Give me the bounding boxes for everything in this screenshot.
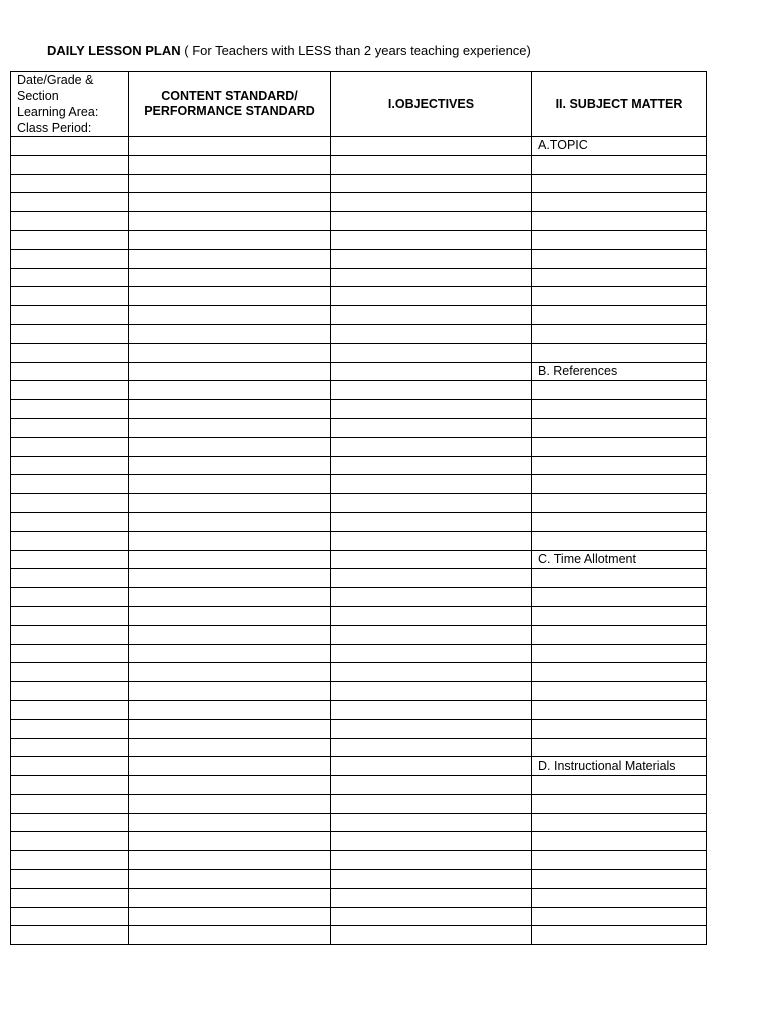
subject-matter-cell[interactable] <box>532 888 707 907</box>
content-standard-cell[interactable] <box>129 700 331 719</box>
content-standard-cell[interactable] <box>129 569 331 588</box>
objectives-cell[interactable] <box>331 174 532 193</box>
subject-matter-cell[interactable] <box>532 381 707 400</box>
objectives-cell[interactable] <box>331 193 532 212</box>
table-row <box>11 155 707 174</box>
date-grade-cell[interactable] <box>11 287 129 306</box>
table-row <box>11 870 707 889</box>
header-line-date-grade: Date/Grade & <box>17 73 94 87</box>
objectives-cell[interactable] <box>331 588 532 607</box>
table-row <box>11 794 707 813</box>
date-grade-cell[interactable] <box>11 625 129 644</box>
objectives-cell[interactable] <box>331 137 532 156</box>
table-row <box>11 625 707 644</box>
subject-matter-cell[interactable] <box>532 306 707 325</box>
subject-matter-cell[interactable] <box>532 569 707 588</box>
date-grade-cell[interactable] <box>11 926 129 945</box>
objectives-cell[interactable] <box>331 776 532 795</box>
table-row <box>11 700 707 719</box>
objectives-cell[interactable] <box>331 644 532 663</box>
subject-matter-cell[interactable] <box>532 588 707 607</box>
table-row <box>11 193 707 212</box>
objectives-cell[interactable] <box>331 306 532 325</box>
date-grade-cell[interactable] <box>11 381 129 400</box>
table-row <box>11 776 707 795</box>
date-grade-cell[interactable] <box>11 870 129 889</box>
date-grade-cell[interactable] <box>11 512 129 531</box>
objectives-cell[interactable] <box>331 400 532 419</box>
content-standard-cell[interactable] <box>129 588 331 607</box>
table-row <box>11 663 707 682</box>
objectives-cell[interactable] <box>331 569 532 588</box>
objectives-cell[interactable] <box>331 719 532 738</box>
content-standard-cell[interactable] <box>129 193 331 212</box>
table-row <box>11 137 707 156</box>
objectives-cell[interactable] <box>331 512 532 531</box>
objectives-cell[interactable] <box>331 888 532 907</box>
subject-matter-cell[interactable] <box>532 926 707 945</box>
table-row <box>11 531 707 550</box>
title-subtitle: ( For Teachers with LESS than 2 years teaching experience) <box>180 43 531 58</box>
content-standard-cell[interactable] <box>129 475 331 494</box>
content-standard-cell[interactable] <box>129 362 331 381</box>
objectives-cell[interactable] <box>331 813 532 832</box>
date-grade-cell[interactable] <box>11 832 129 851</box>
objectives-cell[interactable] <box>331 230 532 249</box>
subject-matter-cell[interactable] <box>532 456 707 475</box>
table-row <box>11 418 707 437</box>
table-row <box>11 324 707 343</box>
subject-matter-cell[interactable] <box>532 494 707 513</box>
date-grade-cell[interactable] <box>11 456 129 475</box>
content-standard-cell[interactable] <box>129 343 331 362</box>
subject-matter-cell[interactable] <box>532 682 707 701</box>
subject-matter-cell[interactable] <box>532 343 707 362</box>
table-row <box>11 437 707 456</box>
table-row <box>11 512 707 531</box>
subject-matter-cell[interactable] <box>532 719 707 738</box>
content-standard-cell[interactable] <box>129 832 331 851</box>
content-standard-cell[interactable] <box>129 926 331 945</box>
subject-matter-cell[interactable] <box>532 813 707 832</box>
header-line-learning-area: Learning Area: <box>17 105 99 119</box>
objectives-cell[interactable] <box>331 663 532 682</box>
content-standard-cell[interactable] <box>129 381 331 400</box>
subject-matter-cell[interactable] <box>532 776 707 795</box>
objectives-cell[interactable] <box>331 155 532 174</box>
table-row <box>11 268 707 287</box>
content-standard-cell[interactable] <box>129 663 331 682</box>
content-standard-cell[interactable] <box>129 437 331 456</box>
content-standard-cell[interactable] <box>129 888 331 907</box>
date-grade-cell[interactable] <box>11 400 129 419</box>
date-grade-cell[interactable] <box>11 437 129 456</box>
subject-matter-cell[interactable] <box>532 230 707 249</box>
table-row <box>11 832 707 851</box>
table-row <box>11 606 707 625</box>
table-row <box>11 400 707 419</box>
table-row <box>11 851 707 870</box>
date-grade-cell[interactable] <box>11 719 129 738</box>
objectives-cell[interactable] <box>331 456 532 475</box>
date-grade-header <box>11 72 129 137</box>
subject-matter-cell[interactable] <box>532 155 707 174</box>
objectives-cell[interactable] <box>331 343 532 362</box>
subject-matter-cell[interactable] <box>532 794 707 813</box>
objectives-cell[interactable] <box>331 907 532 926</box>
content-standard-cell[interactable] <box>129 324 331 343</box>
subject-matter-cell[interactable] <box>532 870 707 889</box>
subject-matter-cell[interactable] <box>532 418 707 437</box>
table-row <box>11 813 707 832</box>
objectives-header: I.OBJECTIVES <box>331 72 532 137</box>
table-row <box>11 682 707 701</box>
date-grade-cell[interactable] <box>11 174 129 193</box>
subject-matter-cell[interactable] <box>532 287 707 306</box>
subject-matter-cell[interactable] <box>532 625 707 644</box>
table-row <box>11 757 707 776</box>
objectives-cell[interactable] <box>331 249 532 268</box>
objectives-cell[interactable] <box>331 381 532 400</box>
content-standard-cell[interactable] <box>129 738 331 757</box>
subject-matter-cell[interactable] <box>532 738 707 757</box>
content-standard-cell[interactable] <box>129 870 331 889</box>
subject-matter-header: II. SUBJECT MATTER <box>532 72 707 137</box>
content-standard-cell[interactable] <box>129 550 331 569</box>
table-row <box>11 362 707 381</box>
objectives-cell[interactable] <box>331 851 532 870</box>
subject-matter-cell[interactable] <box>532 324 707 343</box>
date-grade-cell[interactable] <box>11 550 129 569</box>
table-row <box>11 888 707 907</box>
content-standard-cell[interactable] <box>129 287 331 306</box>
objectives-cell[interactable] <box>331 700 532 719</box>
date-grade-cell[interactable] <box>11 230 129 249</box>
objectives-cell[interactable] <box>331 324 532 343</box>
table-row <box>11 569 707 588</box>
content-standard-cell[interactable] <box>129 644 331 663</box>
table-row <box>11 381 707 400</box>
date-grade-cell[interactable] <box>11 851 129 870</box>
table-row <box>11 343 707 362</box>
date-grade-cell[interactable] <box>11 644 129 663</box>
header-line-section: Section <box>17 89 59 103</box>
subject-matter-label: C. Time Allotment <box>532 550 707 569</box>
content-standard-cell[interactable] <box>129 719 331 738</box>
date-grade-cell[interactable] <box>11 663 129 682</box>
content-standard-cell[interactable] <box>129 512 331 531</box>
objectives-cell[interactable] <box>331 738 532 757</box>
content-standard-cell[interactable] <box>129 137 331 156</box>
objectives-cell[interactable] <box>331 757 532 776</box>
date-grade-cell[interactable] <box>11 494 129 513</box>
subject-matter-cell[interactable] <box>532 606 707 625</box>
subject-matter-label: A.TOPIC <box>532 137 707 156</box>
content-standard-cell[interactable] <box>129 230 331 249</box>
content-standard-cell[interactable] <box>129 606 331 625</box>
objectives-cell[interactable] <box>331 418 532 437</box>
date-grade-cell[interactable] <box>11 738 129 757</box>
content-standard-cell[interactable] <box>129 907 331 926</box>
content-standard-cell[interactable] <box>129 813 331 832</box>
objectives-cell[interactable] <box>331 494 532 513</box>
date-grade-cell[interactable] <box>11 268 129 287</box>
title-bold: DAILY LESSON PLAN <box>47 43 181 58</box>
subject-matter-cell[interactable] <box>532 249 707 268</box>
document-title <box>47 43 531 58</box>
objectives-cell[interactable] <box>331 794 532 813</box>
table-row <box>11 719 707 738</box>
content-standard-cell[interactable] <box>129 212 331 231</box>
date-grade-cell[interactable] <box>11 606 129 625</box>
subject-matter-cell[interactable] <box>532 268 707 287</box>
subject-matter-cell[interactable] <box>532 437 707 456</box>
table-row <box>11 287 707 306</box>
table-row <box>11 907 707 926</box>
date-grade-cell[interactable] <box>11 682 129 701</box>
content-standard-cell[interactable] <box>129 400 331 419</box>
subject-matter-cell[interactable] <box>532 644 707 663</box>
content-standard-label: CONTENT STANDARD/ <box>161 89 298 103</box>
subject-matter-cell[interactable] <box>532 907 707 926</box>
date-grade-cell[interactable] <box>11 155 129 174</box>
content-standard-cell[interactable] <box>129 625 331 644</box>
content-standard-cell[interactable] <box>129 456 331 475</box>
content-standard-cell[interactable] <box>129 494 331 513</box>
objectives-cell[interactable] <box>331 606 532 625</box>
table-row <box>11 174 707 193</box>
content-standard-cell[interactable] <box>129 174 331 193</box>
date-grade-cell[interactable] <box>11 588 129 607</box>
subject-matter-cell[interactable] <box>532 512 707 531</box>
table-body <box>11 137 707 945</box>
table-row <box>11 230 707 249</box>
table-row <box>11 306 707 325</box>
objectives-cell[interactable] <box>331 287 532 306</box>
date-grade-cell[interactable] <box>11 776 129 795</box>
table-row <box>11 212 707 231</box>
objectives-cell[interactable] <box>331 625 532 644</box>
content-standard-cell[interactable] <box>129 794 331 813</box>
header-line-class-period: Class Period: <box>17 121 92 135</box>
date-grade-cell[interactable] <box>11 907 129 926</box>
content-standard-cell[interactable] <box>129 757 331 776</box>
objectives-cell[interactable] <box>331 550 532 569</box>
content-standard-cell[interactable] <box>129 418 331 437</box>
date-grade-cell[interactable] <box>11 362 129 381</box>
subject-matter-cell[interactable] <box>532 851 707 870</box>
subject-matter-cell[interactable] <box>532 193 707 212</box>
table-row <box>11 249 707 268</box>
date-grade-cell[interactable] <box>11 306 129 325</box>
table-row <box>11 550 707 569</box>
content-standard-header <box>129 72 331 137</box>
subject-matter-cell[interactable] <box>532 832 707 851</box>
date-grade-cell[interactable] <box>11 343 129 362</box>
objectives-cell[interactable] <box>331 362 532 381</box>
header-row <box>11 72 707 137</box>
objectives-cell[interactable] <box>331 268 532 287</box>
performance-standard-label: PERFORMANCE STANDARD <box>144 104 315 118</box>
content-standard-cell[interactable] <box>129 531 331 550</box>
objectives-cell[interactable] <box>331 531 532 550</box>
content-standard-cell[interactable] <box>129 682 331 701</box>
subject-matter-label: D. Instructional Materials <box>532 757 707 776</box>
table-row <box>11 456 707 475</box>
date-grade-cell[interactable] <box>11 212 129 231</box>
date-grade-cell[interactable] <box>11 794 129 813</box>
objectives-cell[interactable] <box>331 437 532 456</box>
date-grade-cell[interactable] <box>11 813 129 832</box>
date-grade-cell[interactable] <box>11 137 129 156</box>
content-standard-cell[interactable] <box>129 306 331 325</box>
table-row <box>11 644 707 663</box>
subject-matter-cell[interactable] <box>532 400 707 419</box>
date-grade-cell[interactable] <box>11 418 129 437</box>
table-row <box>11 475 707 494</box>
date-grade-cell[interactable] <box>11 475 129 494</box>
table-row <box>11 926 707 945</box>
content-standard-cell[interactable] <box>129 155 331 174</box>
date-grade-cell[interactable] <box>11 193 129 212</box>
content-standard-cell[interactable] <box>129 776 331 795</box>
subject-matter-cell[interactable] <box>532 531 707 550</box>
subject-matter-cell[interactable] <box>532 700 707 719</box>
lesson-plan-table <box>10 71 707 945</box>
objectives-cell[interactable] <box>331 832 532 851</box>
date-grade-cell[interactable] <box>11 757 129 776</box>
date-grade-cell[interactable] <box>11 888 129 907</box>
subject-matter-label: B. References <box>532 362 707 381</box>
date-grade-cell[interactable] <box>11 700 129 719</box>
content-standard-cell[interactable] <box>129 851 331 870</box>
objectives-cell[interactable] <box>331 212 532 231</box>
subject-matter-cell[interactable] <box>532 663 707 682</box>
subject-matter-cell[interactable] <box>532 174 707 193</box>
table-row <box>11 494 707 513</box>
objectives-cell[interactable] <box>331 682 532 701</box>
date-grade-cell[interactable] <box>11 569 129 588</box>
date-grade-cell[interactable] <box>11 249 129 268</box>
content-standard-cell[interactable] <box>129 268 331 287</box>
table-row <box>11 588 707 607</box>
objectives-cell[interactable] <box>331 926 532 945</box>
objectives-cell[interactable] <box>331 870 532 889</box>
objectives-cell[interactable] <box>331 475 532 494</box>
table-row <box>11 738 707 757</box>
date-grade-cell[interactable] <box>11 531 129 550</box>
subject-matter-cell[interactable] <box>532 475 707 494</box>
date-grade-cell[interactable] <box>11 324 129 343</box>
content-standard-cell[interactable] <box>129 249 331 268</box>
subject-matter-cell[interactable] <box>532 212 707 231</box>
